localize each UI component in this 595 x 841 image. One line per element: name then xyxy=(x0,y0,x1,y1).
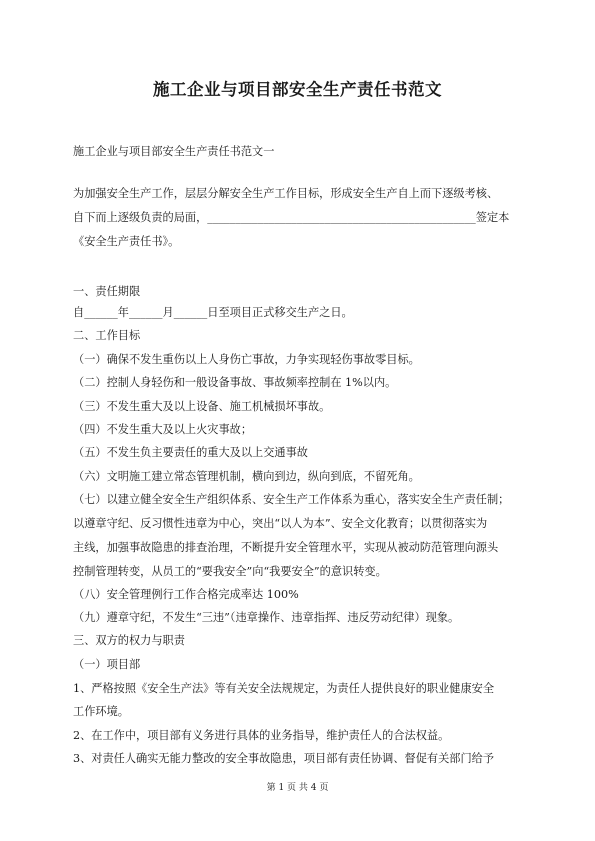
paragraph-line: 控制管理转变，从员工的“要我安全”向“我要安全”的意识转变。 xyxy=(73,565,387,578)
section-heading: 二、工作目标 xyxy=(73,329,141,342)
section-heading: 三、双方的权力与职责 xyxy=(73,634,185,647)
list-item: （六）文明施工建立常态管理机制，横向到边，纵向到底，不留死角。 xyxy=(73,470,420,483)
subsection-heading: （一）项目部 xyxy=(73,658,141,671)
list-item: （三）不发生重大及以上设备、施工机械损坏事故。 xyxy=(73,400,331,413)
paragraph-line: 自______年______月______日至项目正式移交生产之日。 xyxy=(73,306,353,319)
paragraph-line: 3、对责任人确实无能力整改的安全事故隐患，项目部有责任协调、督促有关部门给予 xyxy=(73,752,495,765)
document-subtitle: 施工企业与项目部安全生产责任书范文一 xyxy=(73,145,275,158)
list-item: （二）控制人身轻伤和一般设备事故、事故频率控制在 1%以内。 xyxy=(73,376,397,389)
list-item: （一）确保不发生重伤以上人身伤亡事故，力争实现轻伤事故零目标。 xyxy=(73,353,420,366)
paragraph-line: 主线，加强事故隐患的排查治理，不断提升安全管理水平，实现从被动防范管理向源头 xyxy=(73,541,499,554)
intro-line: 为加强安全生产工作，层层分解安全生产工作目标，形成安全生产自上而下逐级考核、 xyxy=(73,187,499,200)
paragraph-line: 2、在工作中，项目部有义务进行具体的业务指导，维护责任人的合法权益。 xyxy=(73,729,450,742)
intro-line: 自下而上逐级负责的局面，________________________________________________签定本 xyxy=(73,211,510,224)
list-item: （七）以建立健全安全生产组织体系、安全生产工作体系为重心，落实安全生产责任制； xyxy=(73,493,510,506)
list-item: （八）安全管理例行工作合格完成率达 100% xyxy=(73,588,299,601)
list-item: （五）不发生负主要责任的重大及以上交通事故 xyxy=(73,446,308,459)
intro-line: 《安全生产责任书》。 xyxy=(73,235,180,248)
document-title: 施工企业与项目部安全生产责任书范文 xyxy=(153,80,442,99)
paragraph-line: 1、严格按照《安全生产法》等有关安全法规规定，为责任人提供良好的职业健康安全 xyxy=(73,682,495,695)
page-footer: 第 1 页 共 4 页 xyxy=(266,783,329,793)
list-item: （四）不发生重大及以上火灾事故； xyxy=(73,423,253,436)
paragraph-line: 工作环境。 xyxy=(73,705,129,718)
section-heading: 一、责任期限 xyxy=(73,285,141,298)
list-item: （九）遵章守纪，不发生“三违”（违章操作、违章指挥、违反劳动纪律）现象。 xyxy=(73,611,460,624)
paragraph-line: 以遵章守纪、反习惯性违章为中心，突出“以人为本”、安全文化教育；以贯彻落实为 xyxy=(73,517,488,530)
